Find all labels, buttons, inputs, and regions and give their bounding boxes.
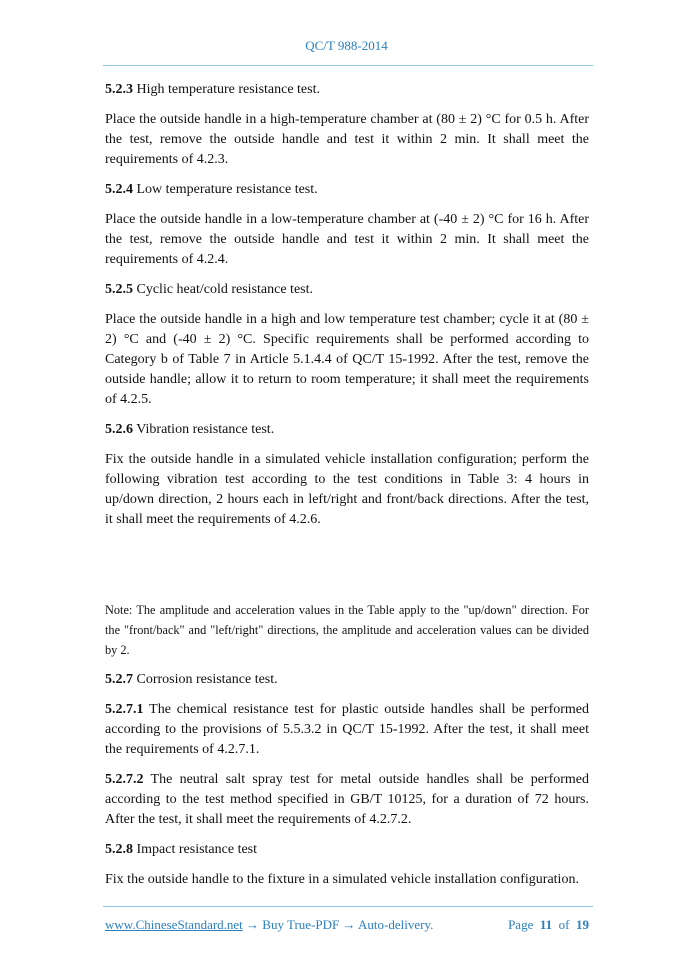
section-heading: 5.2.4 Low temperature resistance test. [105, 182, 318, 197]
section-heading: 5.2.5 Cyclic heat/cold resistance test. [105, 282, 313, 297]
section-heading: 5.2.3 High temperature resistance test. [105, 82, 320, 97]
section-body: 5.2.7.1 The chemical resistance test for plastic outside handles shall be performed according to the provisions of 5.5.3.2 in QC/T 15-1992. After the test, it shall meet the requirements of 4.2.7.1. [105, 702, 589, 757]
table-space [105, 540, 589, 600]
header-rule [103, 65, 593, 66]
section-body: Fix the outside handle in a simulated vehicle installation configuration; perform the following vibration test according to the test conditions in Table 3: 4 hours in up/down direction, 2 hours each in left/right and front/back directions. After the test, it shall meet the requirements of 4.2.6. [105, 452, 589, 527]
footer-rule [103, 906, 593, 907]
section-body: Place the outside handle in a high and low temperature test chamber; cycle it at (80 ± 2) °C and (-40 ± 2) °C. Specific requirements shall be performed according to Category b of Table 7 in Article 5.1.4.4 of QC/T 15-1992. After the test, remove the outside handle; allow it to return to room temperature; it shall meet the requirements of 4.2.5. [105, 312, 589, 407]
section-heading: 5.2.8 Impact resistance test [105, 842, 258, 857]
table-note: Note: The amplitude and acceleration values in the Table apply to the "up/down" direction. For the "front/back" and "left/right" directions, the amplitude and acceleration values can be divided by 2. [105, 603, 589, 657]
footer [105, 916, 589, 934]
document-body [105, 80, 589, 900]
section-body: Place the outside handle in a high-temperature chamber at (80 ± 2) °C for 0.5 h. After the test, remove the outside handle and test it within 2 min. It shall meet the requirements of 4.2.3. [105, 112, 589, 167]
section-body: 5.2.7.2 The neutral salt spray test for metal outside handles shall be performed according to the test method specified in GB/T 10125, for a duration of 72 hours. After the test, it shall meet the requirements of 4.2.7.2. [105, 772, 589, 827]
page-number: Page 11 of 19 [508, 917, 589, 932]
header-doc-id: QC/T 988-2014 [305, 38, 388, 53]
section-body: Fix the outside handle to the fixture in a simulated vehicle installation configuration. [105, 872, 579, 887]
footer-link[interactable]: www.ChineseStandard.net [105, 917, 243, 932]
section-heading: 5.2.6 Vibration resistance test. [105, 422, 275, 437]
footer-tagline: → Buy True-PDF → Auto-delivery. [242, 917, 434, 932]
section-heading: 5.2.7 Corrosion resistance test. [105, 672, 278, 687]
section-body: Place the outside handle in a low-temperature chamber at (-40 ± 2) °C for 16 h. After the test, remove the outside handle and test it within 2 min. It shall meet the requirements of 4.2.4. [105, 212, 589, 267]
